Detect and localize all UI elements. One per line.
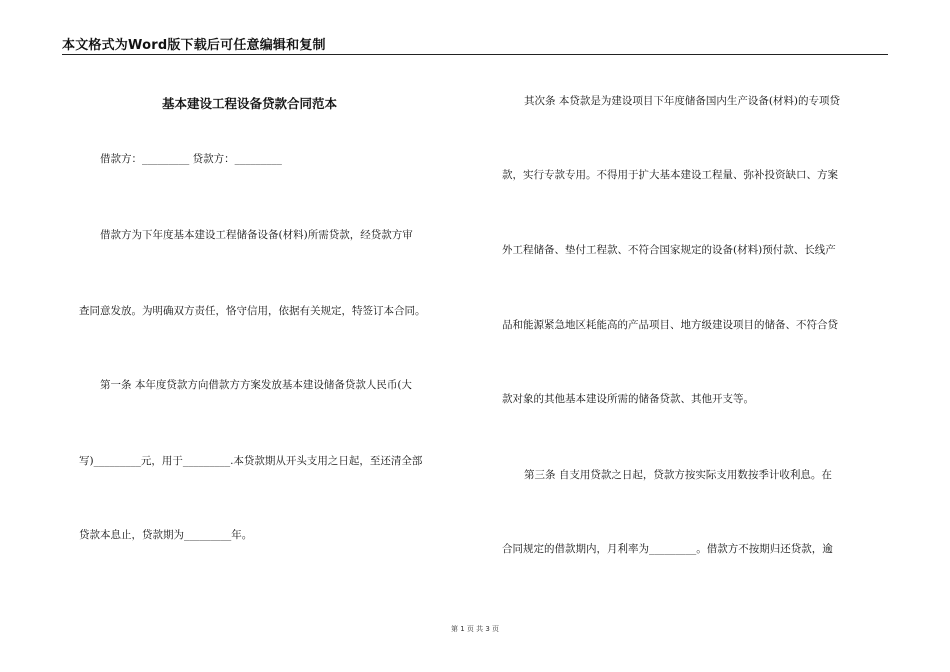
document-banner: 本文格式为Word版下载后可任意编辑和复制: [62, 38, 326, 53]
left-paragraph-line: 写)_________元，用于_________.本贷款期从开头支用之日起，至还清全部: [79, 455, 423, 467]
left-paragraph-line: 第一条 本年度贷款方向借款方方案发放基本建设储备贷款人民币(大: [100, 379, 412, 391]
header-divider: [62, 54, 888, 55]
right-paragraph-line: 款对象的其他基本建设所需的储备贷款、其他开支等。: [502, 393, 754, 405]
left-paragraph-line: 查同意发放。为明确双方责任，恪守信用，依据有关规定，特签订本合同。: [79, 305, 426, 317]
left-paragraph-line: 借款方为下年度基本建设工程储备设备(材料)所需贷款，经贷款方审: [100, 229, 413, 241]
right-paragraph-line: 品和能源紧急地区耗能高的产品项目、地方级建设项目的储备、不符合贷: [502, 319, 838, 331]
right-paragraph-line: 第三条 自支用贷款之日起，贷款方按实际支用数按季计收利息。在: [524, 469, 832, 481]
right-paragraph-line: 款，实行专款专用。不得用于扩大基本建设工程量、弥补投资缺口、方案: [502, 169, 838, 181]
left-paragraph-line: 借款方：_________ 贷款方：_________: [100, 153, 282, 165]
document-title: 基本建设工程设备贷款合同范本: [162, 96, 338, 111]
right-paragraph-line: 合同规定的借款期内，月利率为_________。借款方不按期归还贷款，逾: [502, 543, 833, 555]
right-paragraph-line: 外工程储备、垫付工程款、不符合国家规定的设备(材料)预付款、长线产: [502, 244, 836, 256]
left-paragraph-line: 贷款本息止，贷款期为_________年。: [79, 529, 253, 541]
right-paragraph-line: 其次条 本贷款是为建设项目下年度储备国内生产设备(材料)的专项贷: [524, 95, 841, 107]
page-indicator: 第 1 页 共 3 页: [450, 625, 500, 633]
